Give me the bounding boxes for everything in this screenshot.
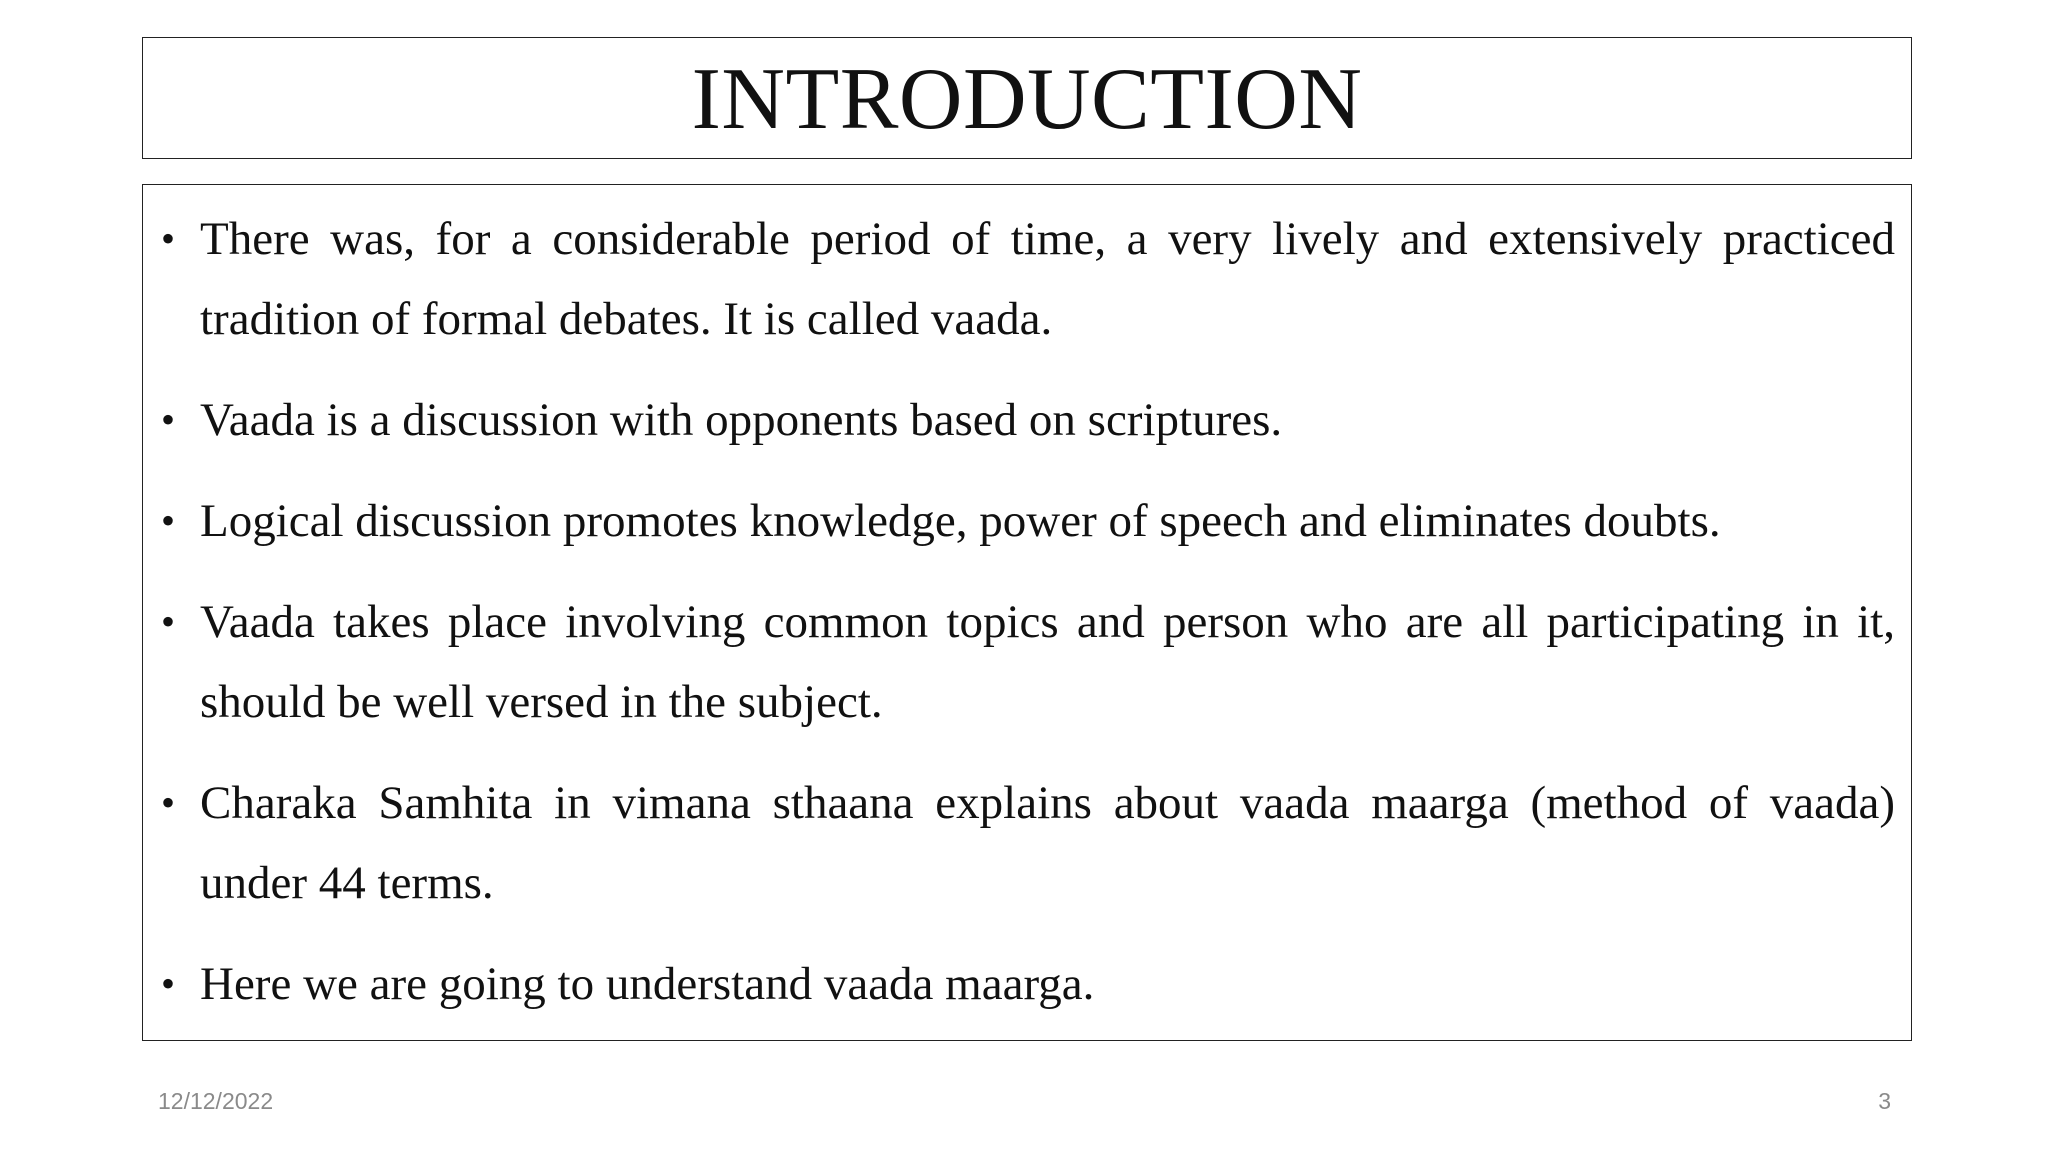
footer-date: 12/12/2022 (158, 1088, 274, 1114)
bullet-icon: • (161, 397, 176, 442)
bullet-text: There was, for a considerable period of time, a very lively and extensively practiced tradition of formal debates. It is called vaada. (200, 213, 1895, 345)
bullet-item (155, 944, 1895, 1024)
bullet-item (155, 582, 1895, 742)
bullet-text: Vaada takes place involving common topics and person who are all participating in it, should be well versed in the subject. (200, 596, 1895, 728)
bullet-item (155, 380, 1895, 460)
slide-title: INTRODUCTION (691, 51, 1363, 148)
bullet-icon: • (161, 599, 176, 644)
bullet-icon: • (161, 498, 176, 543)
title-box (142, 37, 1912, 159)
page-number: 3 (1878, 1088, 1891, 1114)
bullet-icon: • (161, 780, 176, 825)
bullet-item (155, 763, 1895, 923)
bullet-text: Here we are going to understand vaada maarga. (200, 958, 1095, 1010)
bullet-text: Charaka Samhita in vimana sthaana explains about vaada maarga (method of vaada) under 44 terms. (200, 777, 1895, 909)
bullet-text: Logical discussion promotes knowledge, power of speech and eliminates doubts. (200, 495, 1721, 547)
bullet-text: Vaada is a discussion with opponents based on scriptures. (200, 394, 1283, 446)
bullet-item (155, 199, 1895, 359)
bullet-icon: • (161, 216, 176, 261)
bullet-list (155, 199, 1895, 1024)
content-box (142, 184, 1912, 1041)
bullet-icon: • (161, 961, 176, 1006)
bullet-item (155, 481, 1895, 561)
